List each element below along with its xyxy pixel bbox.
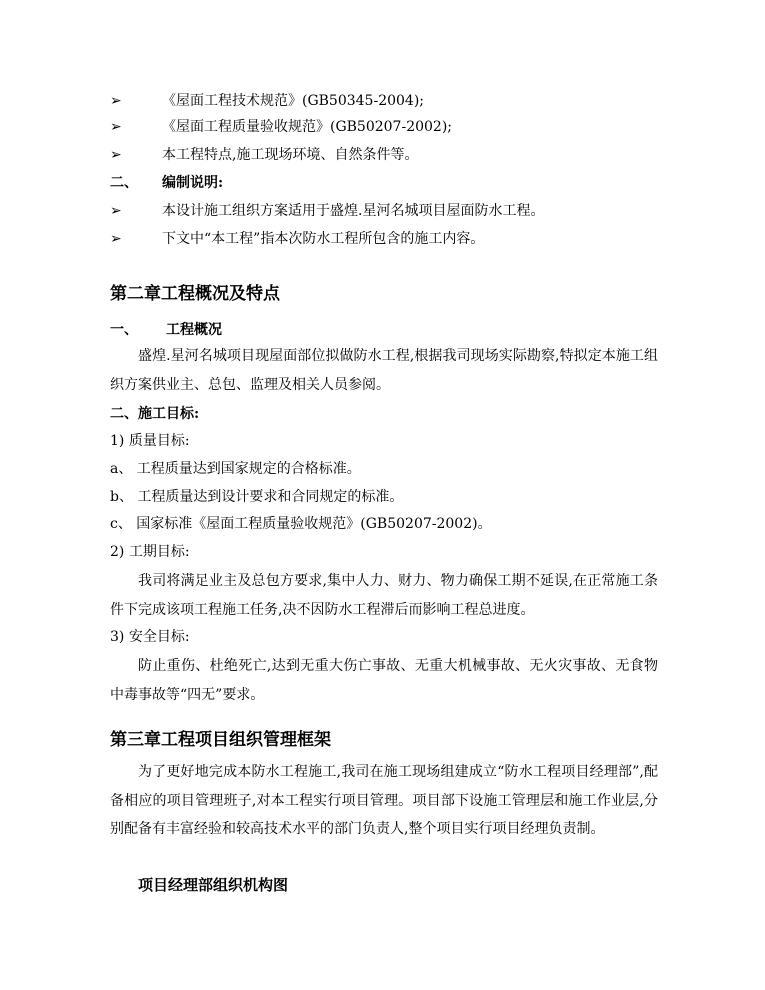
paragraph: 为了更好地完成本防水工程施工,我司在施工现场组建成立“防水工程项目经理部”,配备相应的项目管理班子,对本工程实行项目管理。项目部下设施工管理层和施工作业层,分别配备有丰富经验和较高技术水平的部门负责人,整个项目实行项目经理负责制。	[110, 764, 658, 837]
section-heading	[110, 320, 222, 340]
chapter-title: 第二章工程概况及特点	[110, 284, 280, 304]
bullet-arrow-icon: ➢	[110, 93, 122, 109]
section-title: 编制说明:	[162, 175, 224, 191]
goal-heading: 2) 工期目标:	[110, 544, 190, 560]
figure-caption: 项目经理部组织机构图	[138, 876, 289, 894]
list-item-text: 下文中“本工程”指本次防水工程所包含的施工内容。	[162, 231, 485, 247]
list-item: a、 工程质量达到国家规定的合格标准。	[110, 461, 361, 477]
paragraph: 盛煌.星河名城项目现屋面部位拟做防水工程,根据我司现场实际勘察,特拟定本施工组织方案供业主、总包、监理及相关人员参阅。	[110, 348, 658, 393]
list-item: b、 工程质量达到设计要求和合同规定的标准。	[110, 489, 404, 505]
bullet-arrow-icon: ➢	[110, 203, 122, 219]
list-item-text: 《屋面工程质量验收规范》(GB50207-2002);	[162, 119, 453, 135]
bullet-arrow-icon: ➢	[110, 231, 122, 247]
paragraph: 防止重伤、杜绝死亡,达到无重大伤亡事故、无重大机械事故、无火灾事故、无食物中毒事故等“四无”要求。	[110, 658, 658, 703]
list-item-text: 本设计施工组织方案适用于盛煌.星河名城项目屋面防水工程。	[162, 203, 545, 219]
goal-heading: 1) 质量目标:	[110, 433, 190, 449]
paragraph: 我司将满足业主及总包方要求,集中人力、财力、物力确保工期不延误,在正常施工条件下完成该项工程施工任务,决不因防水工程滞后而影响工程总进度。	[110, 573, 658, 618]
section-heading: 二、施工目标:	[110, 406, 200, 422]
bullet-arrow-icon: ➢	[110, 119, 122, 135]
section-number: 一、	[110, 322, 138, 338]
goal-heading: 3) 安全目标:	[110, 629, 190, 645]
section-title: 工程概况	[166, 322, 222, 338]
bullet-arrow-icon: ➢	[110, 147, 122, 163]
list-item: c、 国家标准《屋面工程质量验收规范》(GB50207-2002)。	[110, 516, 492, 532]
list-item-text: 本工程特点,施工现场环境、自然条件等。	[162, 147, 419, 163]
section-heading	[110, 173, 224, 193]
section-number: 二、	[110, 175, 138, 191]
list-item-text: 《屋面工程技术规范》(GB50345-2004);	[162, 93, 425, 109]
chapter-title: 第三章工程项目组织管理框架	[110, 730, 331, 750]
